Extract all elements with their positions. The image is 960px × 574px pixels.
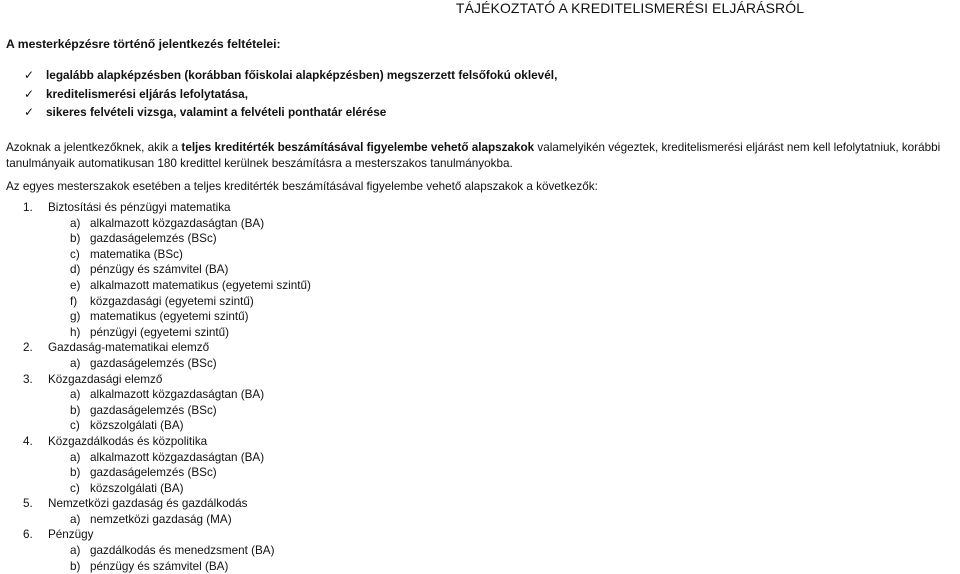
bachelor-program-item (6, 278, 906, 294)
program-name: Gazdaság-matematikai elemző (48, 341, 210, 355)
item-text: nemzetközi gazdaság (MA) (90, 512, 232, 526)
page-title: TÁJÉKOZTATÓ A KREDITELISMERÉSI ELJÁRÁSRÓL (455, 0, 805, 16)
bachelor-program-item (6, 481, 906, 497)
intro-paragraph (6, 140, 958, 172)
item-letter: b) (70, 466, 81, 480)
program-number: 4. (23, 434, 33, 448)
bachelor-program-item (6, 262, 906, 278)
bachelor-program-item (6, 543, 906, 559)
item-letter: c) (70, 247, 80, 261)
bachelor-program-item (6, 247, 906, 263)
item-letter: f) (70, 294, 78, 308)
item-letter: b) (70, 403, 81, 417)
item-letter: e) (70, 278, 81, 292)
programs-list (6, 200, 906, 574)
item-text: gazdálkodás és menedzsment (BA) (90, 544, 275, 558)
bachelor-program-item (6, 512, 906, 528)
item-text: gazdaságelemzés (BSc) (90, 356, 217, 370)
requirements-list (24, 66, 557, 122)
item-text: pénzügy és számvitel (BA) (90, 559, 229, 573)
requirement-text: legalább alapképzésben (korábban főiskolai alapképzésben) megszerzett felsőfokú oklevél, (46, 68, 558, 82)
program-item (6, 434, 906, 450)
program-item (6, 200, 906, 216)
bachelor-program-item (6, 216, 906, 232)
program-item (6, 340, 906, 356)
item-letter: b) (70, 559, 81, 573)
item-text: matematikus (egyetemi szintű) (90, 310, 249, 324)
bachelor-program-item (6, 231, 906, 247)
bachelor-program-item (6, 465, 906, 481)
item-text: közszolgálati (BA) (90, 419, 184, 433)
bachelor-program-item (6, 450, 906, 466)
program-name: Pénzügy (48, 528, 94, 542)
item-text: gazdaságelemzés (BSc) (90, 232, 217, 246)
item-letter: a) (70, 512, 81, 526)
requirement-text: kreditelismerési eljárás lefolytatása, (46, 86, 248, 101)
item-letter: a) (70, 356, 81, 370)
bachelor-program-item (6, 356, 906, 372)
requirements-heading: A mesterképzésre történő jelentkezés feltételei: (6, 37, 281, 51)
program-name: Közgazdasági elemző (48, 372, 163, 386)
bachelor-program-item (6, 309, 906, 325)
requirement-text: sikeres felvételi vizsga, valamint a felvételi ponthatár elérése (46, 105, 387, 119)
item-letter: a) (70, 216, 81, 230)
requirement-item (24, 85, 557, 104)
item-text: közszolgálati (BA) (90, 481, 184, 495)
program-number: 1. (23, 201, 33, 214)
bachelor-program-item (6, 294, 906, 310)
item-text: alkalmazott közgazdaságtan (BA) (90, 216, 265, 230)
item-text: pénzügyi (egyetemi szintű) (90, 325, 230, 339)
program-item (6, 372, 906, 388)
item-text: közgazdasági (egyetemi szintű) (90, 294, 254, 308)
intro-bold: teljes kreditérték beszámításával figyelembe vehető alapszakok (181, 141, 535, 154)
requirement-item (24, 103, 557, 122)
item-text: alkalmazott közgazdaságtan (BA) (90, 388, 265, 402)
bachelor-program-item (6, 403, 906, 419)
item-letter: b) (70, 232, 81, 246)
item-text: pénzügy és számvitel (BA) (90, 263, 229, 277)
bachelor-program-item (6, 418, 906, 434)
program-number: 2. (23, 341, 33, 355)
checkmark-icon: ✓ (24, 105, 34, 119)
program-number: 6. (23, 528, 33, 542)
bachelor-program-item (6, 387, 906, 403)
program-item (6, 527, 906, 543)
item-text: gazdaságelemzés (BSc) (90, 403, 217, 417)
program-number: 3. (23, 372, 33, 386)
item-text: gazdaságelemzés (BSc) (90, 466, 217, 480)
item-letter: g) (70, 310, 81, 324)
item-letter: a) (70, 450, 81, 464)
intro-lead: Azoknak a jelentkezőknek, akik a (6, 141, 182, 154)
intro-rest: valamelyikén végeztek, kreditelismerési eljárást nem kell lefolytatniuk, korábbi tanulmányaik automatikusan 180 kredittel kerülnek beszámításra a mesterszakos tanulmányokba. (6, 141, 941, 170)
program-item (6, 496, 906, 512)
item-letter: d) (70, 263, 81, 277)
program-name: Biztosítási és pénzügyi matematika (48, 201, 231, 214)
item-text: matematika (BSc) (90, 247, 183, 261)
item-letter: c) (70, 481, 80, 495)
program-name: Nemzetközi gazdaság és gazdálkodás (48, 497, 248, 511)
checkmark-icon: ✓ (24, 68, 34, 82)
item-letter: a) (70, 544, 81, 558)
requirement-item (24, 66, 557, 85)
bachelor-program-item (6, 325, 906, 341)
item-text: alkalmazott közgazdaságtan (BA) (90, 450, 265, 464)
item-letter: a) (70, 388, 81, 402)
program-name: Közgazdálkodás és közpolitika (48, 434, 208, 448)
item-letter: h) (70, 325, 81, 339)
program-number: 5. (23, 497, 33, 511)
item-text: alkalmazott matematikus (egyetemi szintű) (90, 278, 311, 292)
programs-intro: Az egyes mesterszakok esetében a teljes kreditérték beszámításával figyelembe vehető alapszakok a következők: (6, 180, 598, 193)
checkmark-icon: ✓ (24, 86, 34, 101)
item-letter: c) (70, 419, 80, 433)
